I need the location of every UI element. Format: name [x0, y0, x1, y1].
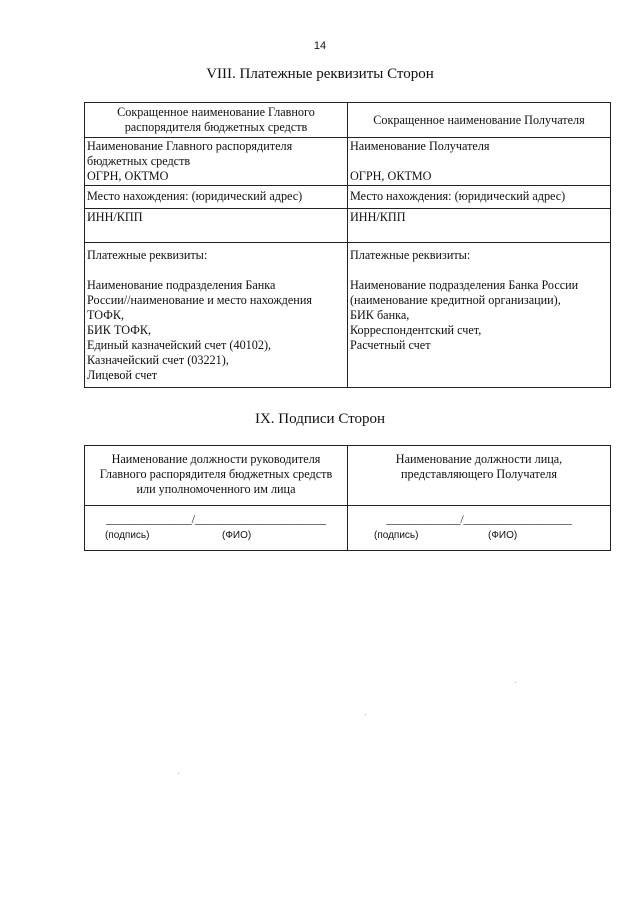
signature-cell-left	[85, 506, 348, 551]
page-number: 14	[313, 40, 327, 52]
signatures-table	[84, 445, 611, 551]
table-row-inn	[85, 209, 611, 243]
cell-line: ИНН/КПП	[350, 210, 406, 224]
signature-caption: (подпись)	[105, 530, 150, 541]
cell-line: ОГРН, ОКТМО	[350, 169, 432, 183]
signature-cell-right	[348, 506, 611, 551]
scan-speck	[365, 714, 366, 715]
header-line: Сокращенное наименование Получателя	[373, 112, 585, 127]
cell-line: Место нахождения: (юридический адрес)	[350, 189, 566, 203]
header-line: Наименование должности лица,	[395, 452, 563, 466]
table-row-bank	[85, 243, 611, 388]
cell-line: Единый казначейский счет (40102),	[87, 338, 272, 352]
cell-line: Наименование Получателя	[350, 139, 490, 153]
header-line: представляющего Получателя	[401, 467, 557, 481]
header-cell-manager-position	[85, 446, 348, 506]
cell-inn-left	[85, 209, 348, 243]
header-line: Наименование должности руководителя	[111, 452, 321, 466]
cell-line: Корреспондентский счет,	[350, 323, 482, 337]
header-line: или уполномоченного им лица	[136, 482, 296, 496]
cell-bank-right	[348, 243, 611, 388]
cell-name-right	[348, 138, 611, 186]
cell-line: (наименование кредитной организации),	[350, 293, 561, 307]
cell-line: Наименование подразделения Банка России	[350, 278, 579, 292]
signature-line-left: _______________/_______________________	[106, 512, 326, 526]
table-header-row	[85, 103, 611, 138]
fio-caption: (ФИО)	[222, 530, 252, 541]
cell-inn-right	[348, 209, 611, 243]
header-cell-recipient-position	[348, 446, 611, 506]
signature-header-row	[85, 446, 611, 506]
cell-line: Наименование Главного распорядителя	[87, 139, 293, 153]
cell-line: Платежные реквизиты:	[350, 248, 471, 262]
cell-line: Наименование подразделения Банка	[87, 278, 276, 292]
table-row-address	[85, 186, 611, 209]
cell-line: России//наименование и место нахождения	[87, 293, 312, 307]
cell-line: БИК банка,	[350, 308, 410, 322]
cell-line: Расчетный счет	[350, 338, 431, 352]
section-9-title: IX. Подписи Сторон	[254, 411, 386, 427]
cell-line: Казначейский счет (03221),	[87, 353, 229, 367]
cell-line: Лицевой счет	[87, 368, 158, 382]
cell-line: бюджетных средств	[87, 154, 191, 168]
cell-line-empty	[350, 154, 608, 169]
payment-details-table	[84, 102, 611, 388]
cell-address-right	[348, 186, 611, 209]
cell-line-empty	[350, 263, 608, 278]
scan-speck	[515, 682, 516, 683]
cell-line: Место нахождения: (юридический адрес)	[87, 189, 303, 203]
header-cell-recipient	[348, 103, 611, 138]
signature-line-right: _____________/___________________	[386, 512, 572, 526]
cell-line-empty	[87, 263, 345, 278]
cell-line: ТОФК,	[87, 308, 125, 322]
header-line: Главного распорядителя бюджетных средств	[99, 467, 333, 481]
cell-address-left	[85, 186, 348, 209]
cell-line: ИНН/КПП	[87, 210, 143, 224]
section-8-title: VIII. Платежные реквизиты Сторон	[206, 66, 434, 82]
cell-line: ОГРН, ОКТМО	[87, 169, 169, 183]
cell-line: Платежные реквизиты:	[87, 248, 208, 262]
cell-bank-left	[85, 243, 348, 388]
signature-row	[85, 506, 611, 551]
cell-name-left	[85, 138, 348, 186]
header-line: Сокращенное наименование Главного	[117, 105, 315, 119]
signature-caption: (подпись)	[374, 530, 419, 541]
scan-speck	[178, 773, 179, 774]
table-row-name	[85, 138, 611, 186]
header-line: распорядителя бюджетных средств	[124, 120, 308, 134]
header-cell-main-distributor	[85, 103, 348, 138]
fio-caption: (ФИО)	[488, 530, 518, 541]
cell-line: БИК ТОФК,	[87, 323, 152, 337]
